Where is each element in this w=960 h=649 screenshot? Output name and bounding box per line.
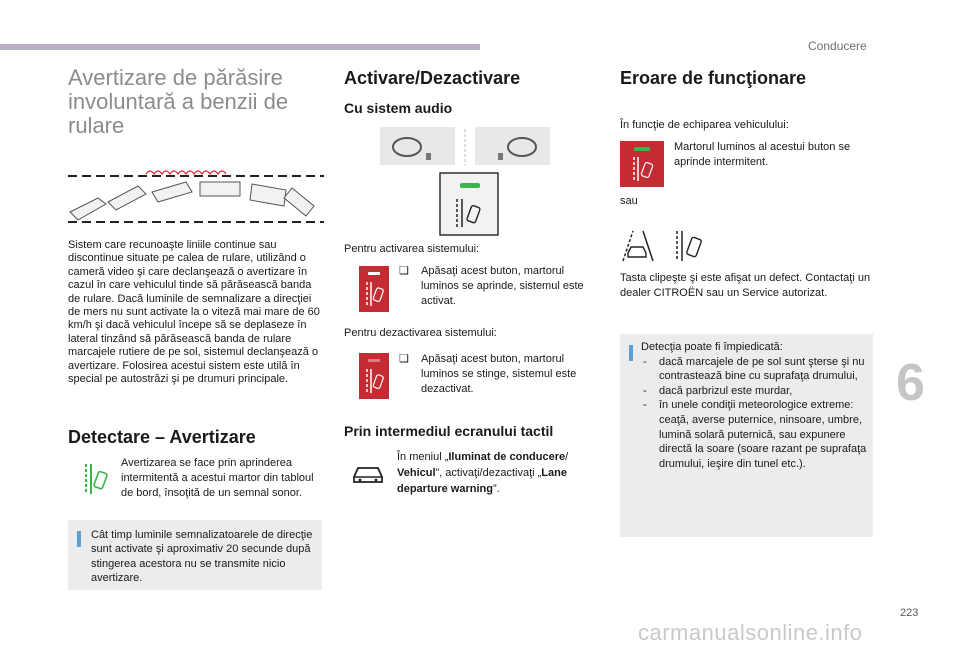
lane-fault-car-icon xyxy=(623,231,653,261)
touch-sep: / xyxy=(565,451,569,463)
touchscreen-text xyxy=(397,449,597,497)
touch-mid: ”, activaţi/dezactivaţi „ xyxy=(435,467,542,479)
fault-icons xyxy=(621,229,707,263)
detection-heading: Detectare – Avertizare xyxy=(68,427,256,447)
info-icon xyxy=(629,345,633,361)
section-label: Conducere xyxy=(808,39,867,53)
bullet-marker: ❑ xyxy=(399,353,409,365)
detection-note xyxy=(641,340,869,471)
disable-bullet-text: Apăsaţi acest buton, martorul luminos se stinge, sistemul este dezactivat. xyxy=(421,353,577,395)
lane-departure-illustration xyxy=(68,162,324,226)
option-lane-departure-warning: Lane departure warning xyxy=(397,467,567,495)
enable-bullet-text: Apăsaţi acest buton, martorul luminos se aprinde, sistemul este activat. xyxy=(421,265,584,307)
header-accent-bar xyxy=(0,44,480,50)
note-list xyxy=(641,355,869,472)
defect-text: Tasta clipeşte şi este afişat un defect. Contactaţi un dealer CITROËN sau un Service autorizat. xyxy=(620,272,871,299)
menu-name-vehicle: Vehicul xyxy=(397,467,436,479)
page-number: 223 xyxy=(900,607,919,619)
disable-bullet xyxy=(399,352,594,397)
detection-note-box xyxy=(620,334,873,537)
indicator-text: Martorul luminos al acestui buton se aprinde intermitent. xyxy=(674,141,851,168)
audio-subheading: Cu sistem audio xyxy=(344,100,453,116)
watermark: carmanualsonline.info xyxy=(638,620,863,645)
touch-pre: În meniul „ xyxy=(397,451,449,463)
bullet-marker: ❑ xyxy=(399,265,409,277)
lane-fault-icon xyxy=(677,231,702,261)
chapter-number: 6 xyxy=(896,354,925,412)
page-title: Avertizare de părăsire involuntară a benzii de rulare xyxy=(68,65,289,138)
note-box xyxy=(68,520,322,590)
steering-wheel-illustration xyxy=(380,127,560,237)
activation-heading: Activare/Dezactivare xyxy=(344,68,521,88)
or-text: sau xyxy=(620,195,638,207)
enable-bullet xyxy=(399,264,594,309)
lane-button-icon xyxy=(359,353,389,399)
equipment-text: În funcţie de echiparea vehiculului: xyxy=(620,119,789,131)
intro-paragraph: Sistem care recunoaşte liniile continue sau discontinue situate pe calea de rulare, utilizând o cameră video şi care declanşează o avertizare în cazul în care vehiculul tinde să părăsească banda de rulare. Dacă luminile de semnalizare a direcţiei de mers nu sunt activate la o viteză mai mare de 60 km/h şi dacă vehiculul începe să se deplaseze în lateral tinzând să părăsească banda de rulare marcajele rutiere de pe sol, sistemul declanşează o avertizare. Folosirea acestui sistem este utilă în special pe autostrăzi şi pe drumuri principale. xyxy=(68,239,320,386)
note-text: Cât timp luminile semnalizatoarele de direcţie sunt activate şi aproximativ 20 secunde după stingerea acestora nu se transmite nicio avertizare. xyxy=(91,529,313,585)
car-menu-icon xyxy=(351,463,385,485)
note-title: Detecţia poate fi împiedicată: xyxy=(641,341,783,353)
menu-name-driving-lighting: Iluminat de conducere xyxy=(448,451,566,463)
touch-end: ”. xyxy=(492,483,500,495)
enable-label: Pentru activarea sistemului: xyxy=(344,243,480,255)
list-item: - dacă parbrizul este murdar, xyxy=(641,384,869,399)
detection-text: Avertizarea se face prin aprinderea intermitentă a acestui martor din tabloul de bord, însoţită de un semnal sonor. xyxy=(121,457,314,499)
malfunction-heading: Eroare de funcţionare xyxy=(620,68,807,88)
lane-warning-icon xyxy=(84,460,108,496)
list-item: - dacă marcajele de pe sol sunt şterse şi nu contrastează bine cu suprafaţa drumului, xyxy=(641,355,869,384)
disable-label: Pentru dezactivarea sistemului: xyxy=(344,327,497,339)
info-icon xyxy=(77,531,81,547)
lane-button-flashing-icon xyxy=(620,141,664,187)
list-item: - în unele condiţii meteorologice extreme: ceaţă, averse puternice, ninsoare, umbre, lumină solară puternică, sau expunere directă la soare (soare razant pe suprafaţa drumului, ieşire din tunel etc.). xyxy=(641,398,869,471)
touchscreen-subheading: Prin intermediul ecranului tactil xyxy=(344,423,554,439)
lane-button-icon xyxy=(359,266,389,312)
